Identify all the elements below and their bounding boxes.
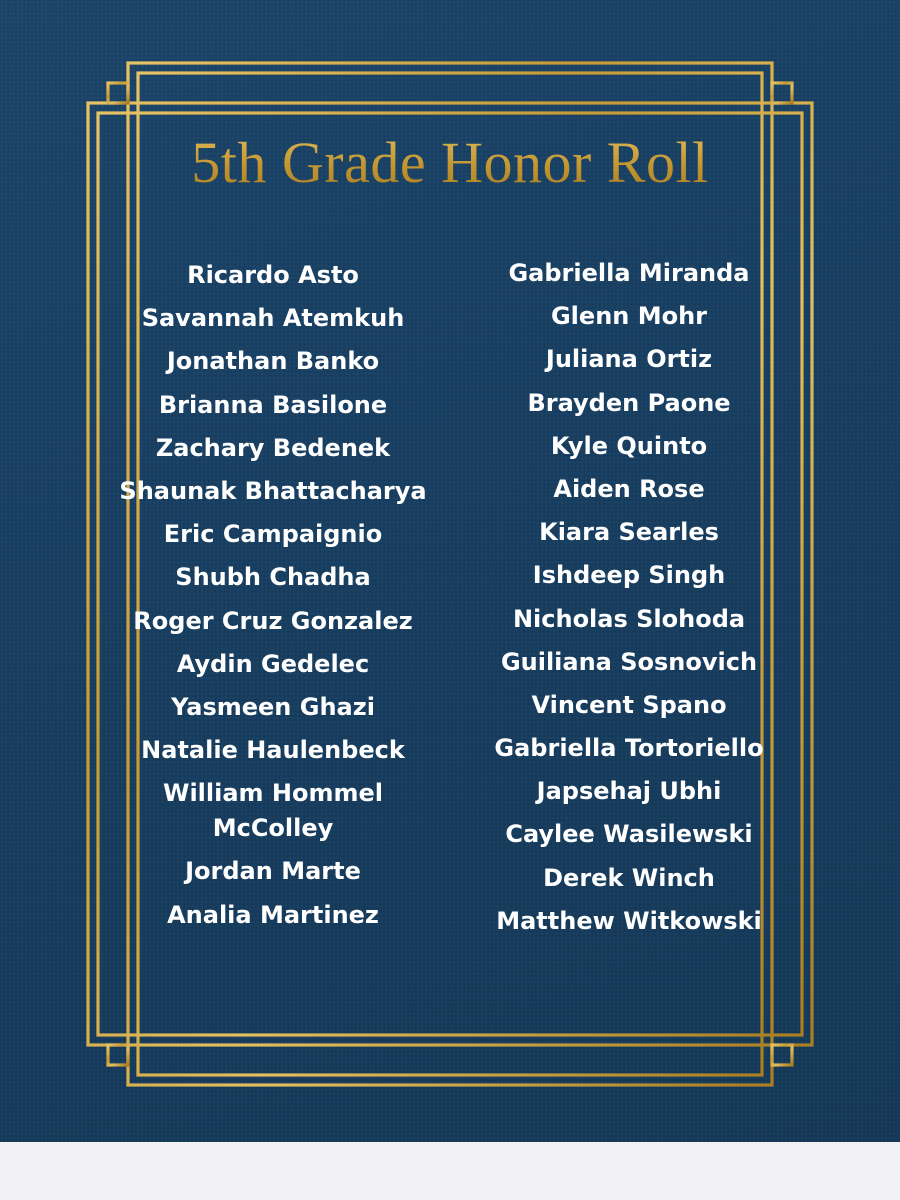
student-name: Jordan Marte [185, 857, 361, 886]
student-name: Roger Cruz Gonzalez [133, 606, 413, 635]
student-name: Kiara Searles [539, 518, 719, 547]
student-name: Guiliana Sosnovich [500, 647, 758, 676]
student-name: William Hommel McColley [162, 779, 384, 843]
student-name: Zachary Bedenek [155, 433, 391, 462]
page-title: 5th Grade Honor Roll [0, 128, 900, 198]
student-name: Eric Campaignio [163, 520, 383, 549]
student-name: Glenn Mohr [550, 302, 708, 331]
student-name: Vincent Spano [531, 690, 727, 719]
student-name: Aiden Rose [553, 474, 705, 503]
honor-roll-list-right [459, 256, 799, 947]
student-name: Matthew Witkowski [496, 906, 762, 935]
honor-roll-list-left [103, 258, 443, 941]
bottom-margin [0, 1142, 900, 1200]
student-name: Analia Martinez [167, 900, 379, 929]
student-name: Derek Winch [543, 863, 715, 892]
student-name: Ricardo Asto [187, 261, 359, 289]
student-name: Natalie Haulenbeck [141, 736, 405, 765]
student-name: Nicholas Slohoda [512, 604, 746, 633]
student-name: Brayden Paone [527, 388, 731, 417]
student-name: Shaunak Bhattacharya [119, 476, 427, 505]
student-name: Gabriella Miranda [508, 259, 750, 287]
student-name: Savannah Atemkuh [141, 304, 405, 333]
student-name: Brianna Basilone [158, 390, 388, 419]
student-name: Caylee Wasilewski [505, 820, 753, 849]
student-name: Yasmeen Ghazi [171, 692, 375, 721]
student-name: Shubh Chadha [175, 563, 371, 592]
student-name: Ishdeep Singh [532, 561, 726, 590]
student-name: Jonathan Banko [166, 347, 380, 376]
student-name: Juliana Ortiz [545, 345, 713, 374]
student-name: Gabriella Tortoriello [494, 734, 764, 763]
student-name: Aydin Gedelec [176, 649, 370, 678]
student-name: Japsehaj Ubhi [536, 777, 722, 806]
student-name: Kyle Quinto [550, 431, 708, 460]
